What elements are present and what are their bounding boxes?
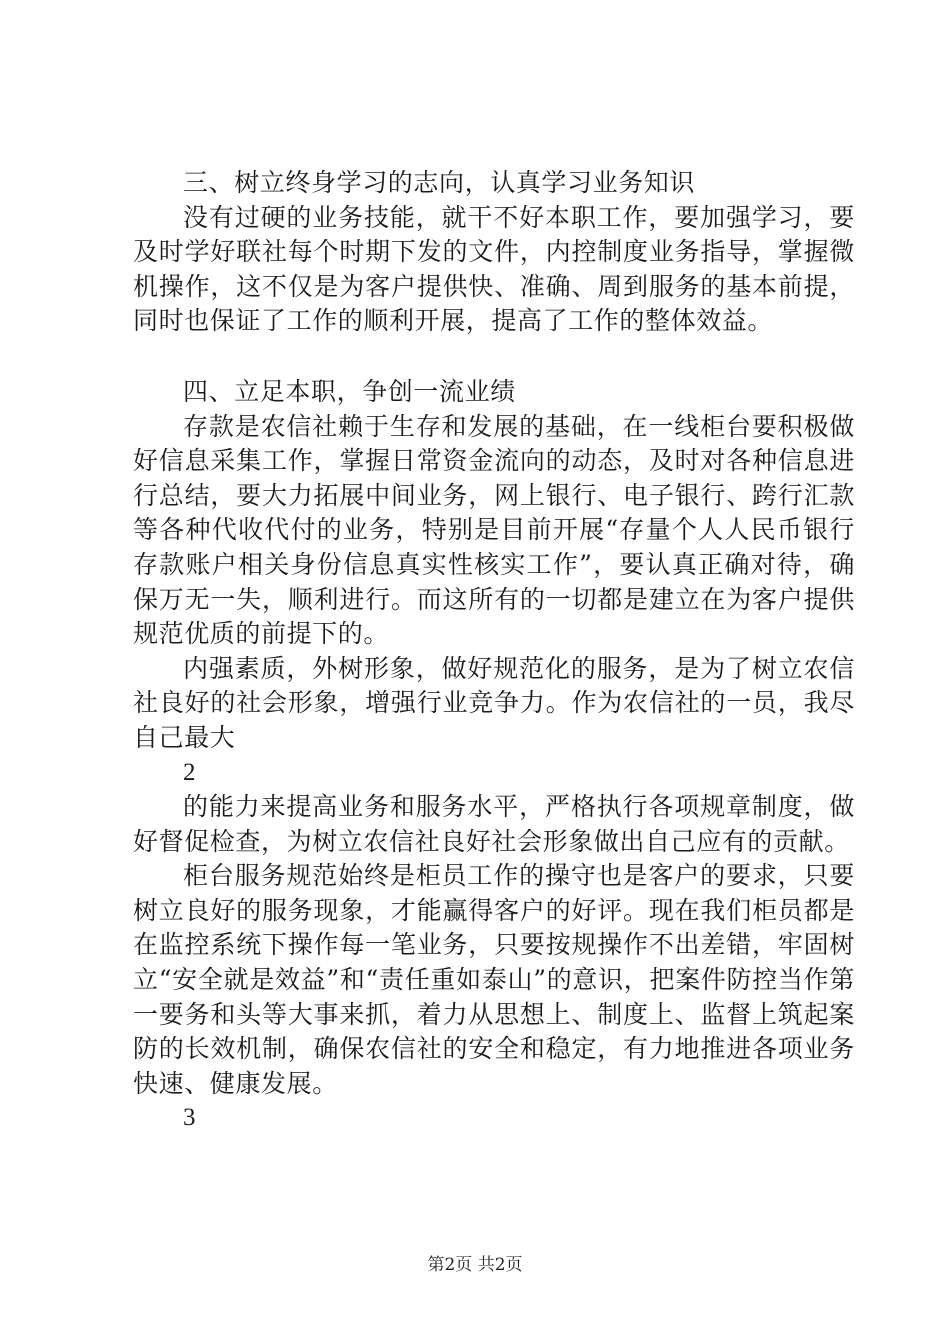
paragraph: 柜台服务规范始终是柜员工作的操守也是客户的要求，只要树立良好的服务现象，才能赢得客户的好评。现在我们柜员都是在监控系统下操作每一笔业务，只要按规操作不出差错，牢固树立“安全就是效益”和“责任重如泰山”的意识，把案件防控当作第一要务和头等大事来抓，着力从思想上、制度上、监督上筑起案防的长效机制，确保农信社的安全和稳定，有力地推进各项业务快速、健康发展。 xyxy=(133,861,855,1098)
section-heading-3: 三、树立终身学习的志向，认真学习业务知识 xyxy=(183,168,696,197)
paragraph: 内强素质，外树形象，做好规范化的服务，是为了树立农信社良好的社会形象，增强行业竞争力。作为农信社的一员，我尽自己最大 xyxy=(133,653,855,752)
paragraph: 存款是农信社赖于生存和发展的基础，在一线柜台要积极做好信息采集工作，掌握日常资金流向的动态，及时对各种信息进行总结，要大力拓展中间业务，网上银行、电子银行、跨行汇款等各种代收代付的业务，特别是目前开展“存量个人人民币银行存款账户相关身份信息真实性核实工作”，要认真正确对待，确保万无一失，顺利进行。而这所有的一切都是建立在为客户提供规范优质的前提下的。 xyxy=(133,411,855,649)
section-heading-4: 四、立足本职，争创一流业绩 xyxy=(183,376,516,406)
paragraph: 的能力来提高业务和服务水平，严格执行各项规章制度，做好督促检查，为树立农信社良好社会形象做出自己应有的贡献。 xyxy=(133,792,855,856)
section-gap xyxy=(133,339,855,375)
document-body xyxy=(133,166,855,1136)
inline-page-number: 3 xyxy=(183,1104,197,1132)
paragraph: 没有过硬的业务技能，就干不好本职工作，要加强学习，要及时学好联社每个时期下发的文件，内控制度业务指导，掌握微机操作，这不仅是为客户提供快、准确、周到服务的基本前提，同时也保证了工作的顺利开展，提高了工作的整体效益。 xyxy=(133,202,855,336)
inline-page-number: 2 xyxy=(183,758,197,786)
page-footer: 第2页 共2页 xyxy=(427,1255,523,1275)
